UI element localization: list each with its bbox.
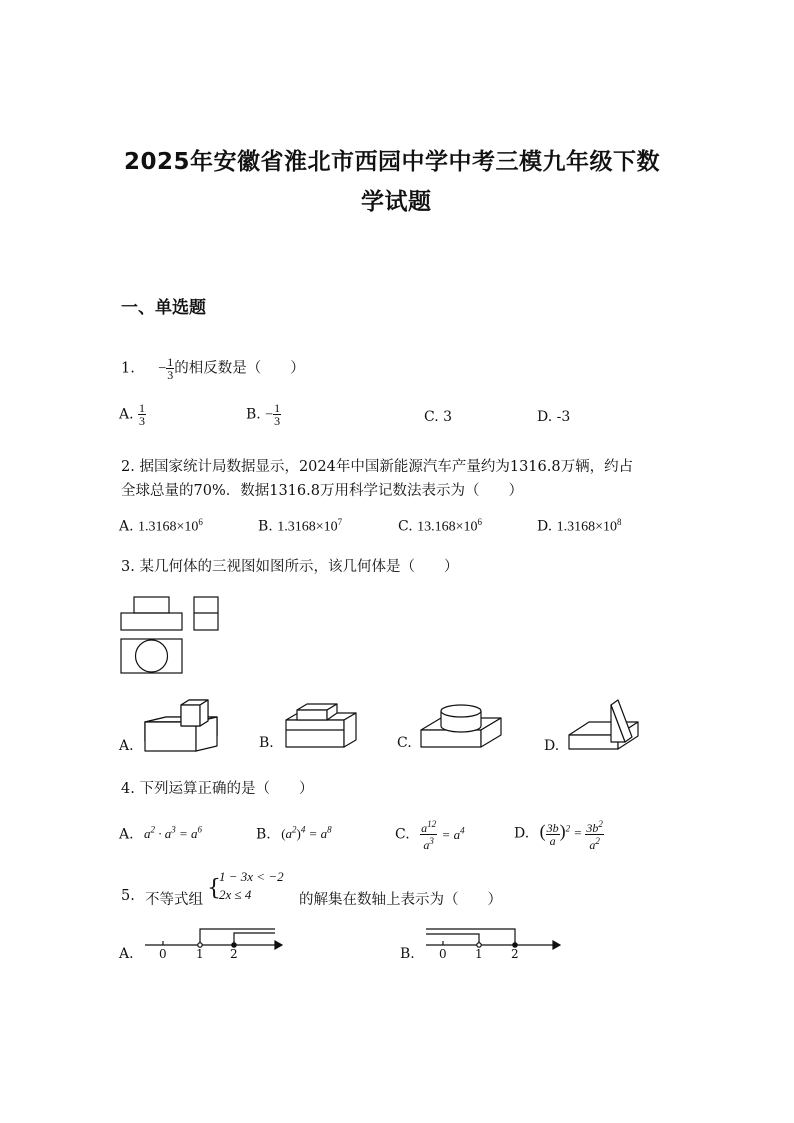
q2-option-b[interactable]: B. $1.3168\times 10^7$ <box>258 517 343 535</box>
q5-a-label-1: 1 <box>196 947 204 961</box>
q5-ineq2: 2x ≤ 4 <box>219 887 252 902</box>
q5-option-a[interactable]: A. <box>119 946 134 962</box>
q3-stem: 3. 某几何体的三视图如图所示，该几何体是（ ） <box>121 559 459 575</box>
q1-option-a[interactable]: A. $\frac{1}{3}$ <box>119 401 146 428</box>
q1-number: 1. <box>121 360 135 377</box>
q5-b-label-2: 2 <box>511 947 519 961</box>
q4-b-expr: $(a^2)^4 = a^8$ <box>281 825 332 842</box>
q4-d-expr: ( $\frac{3b}{a}$ )$^2$ = $\frac{3b^2}{a^2}$ <box>539 819 603 852</box>
q5-line-a <box>145 929 282 949</box>
q5-a-label-0: 0 <box>159 947 167 961</box>
q3-option-d[interactable]: D. <box>544 738 560 754</box>
q4-option-a[interactable]: A. $a^2 \cdot a^3 = a^6$ <box>119 825 203 843</box>
q3-option-a[interactable]: A. <box>119 738 134 754</box>
q1-b-fraction: $\frac{1}{3}$ <box>274 401 281 428</box>
doc-title-line2: 学试题 <box>361 189 432 215</box>
q1-option-b[interactable]: B. − $\frac{1}{3}$ <box>246 401 281 428</box>
q5-b-label-1: 1 <box>475 947 483 961</box>
q2-option-c[interactable]: C. $13.168\times 10^6$ <box>398 517 483 535</box>
q1-fraction: $\frac{1}{3}$ <box>167 355 174 382</box>
q1-a-fraction: $\frac{1}{3}$ <box>139 401 146 428</box>
q1-option-d[interactable]: D. -3 <box>537 409 571 425</box>
q4-c-fraction: $\frac{a^{12}}{a^3}$ <box>421 819 437 852</box>
q2-option-a[interactable]: A. $1.3168\times 10^6$ <box>119 517 203 535</box>
q1-option-c[interactable]: C. 3 <box>424 409 453 425</box>
q4-a-expr: $a^2 \cdot a^3 = a^6$ <box>144 825 203 842</box>
q5-number: 5. <box>121 888 135 904</box>
q5-a-label-2: 2 <box>230 947 238 961</box>
q2-stem-line1: 2. 据国家统计局数据显示，2024年中国新能源汽车产量约为1316.8万辆，约占 <box>121 459 634 475</box>
q5-option-b[interactable]: B. <box>400 946 415 962</box>
q5-line-b <box>426 929 560 949</box>
q5-b-label-0: 0 <box>439 947 447 961</box>
doc-title-line1: 2025年安徽省淮北市西园中学中考三模九年级下数 <box>124 149 661 175</box>
q5-brace: { <box>207 876 221 901</box>
q4-option-b[interactable]: B. $(a^2)^4 = a^8$ <box>256 825 332 843</box>
q4-stem: 4. 下列运算正确的是（ ） <box>121 781 314 797</box>
q4-option-d[interactable]: D. ( $\frac{3b}{a}$ )$^2$ = $\frac{3b^2}{a^2}$ <box>514 819 603 852</box>
q2-option-d[interactable]: D. $1.3168\times 10^8$ <box>537 517 622 535</box>
q5-post: 的解集在数轴上表示为（ ） <box>299 892 502 908</box>
q3-option-c[interactable]: C. <box>397 735 412 751</box>
q2-stem-line2: 全球总量的70%．数据1316.8万用科学记数法表示为（ ） <box>121 483 523 499</box>
q1-text: 的相反数是（ ） <box>174 360 305 377</box>
q5-pre: 不等式组 <box>145 892 203 908</box>
q4-option-c[interactable]: C. $\frac{a^{12}}{a^3}$ = $a^4$ <box>395 819 465 852</box>
q5-ineq1: 1 − 3x < −2 <box>219 869 284 884</box>
section-heading: 一、单选题 <box>121 298 206 318</box>
q1-neg-sign: − <box>158 360 167 377</box>
q3-option-b[interactable]: B. <box>259 735 274 751</box>
